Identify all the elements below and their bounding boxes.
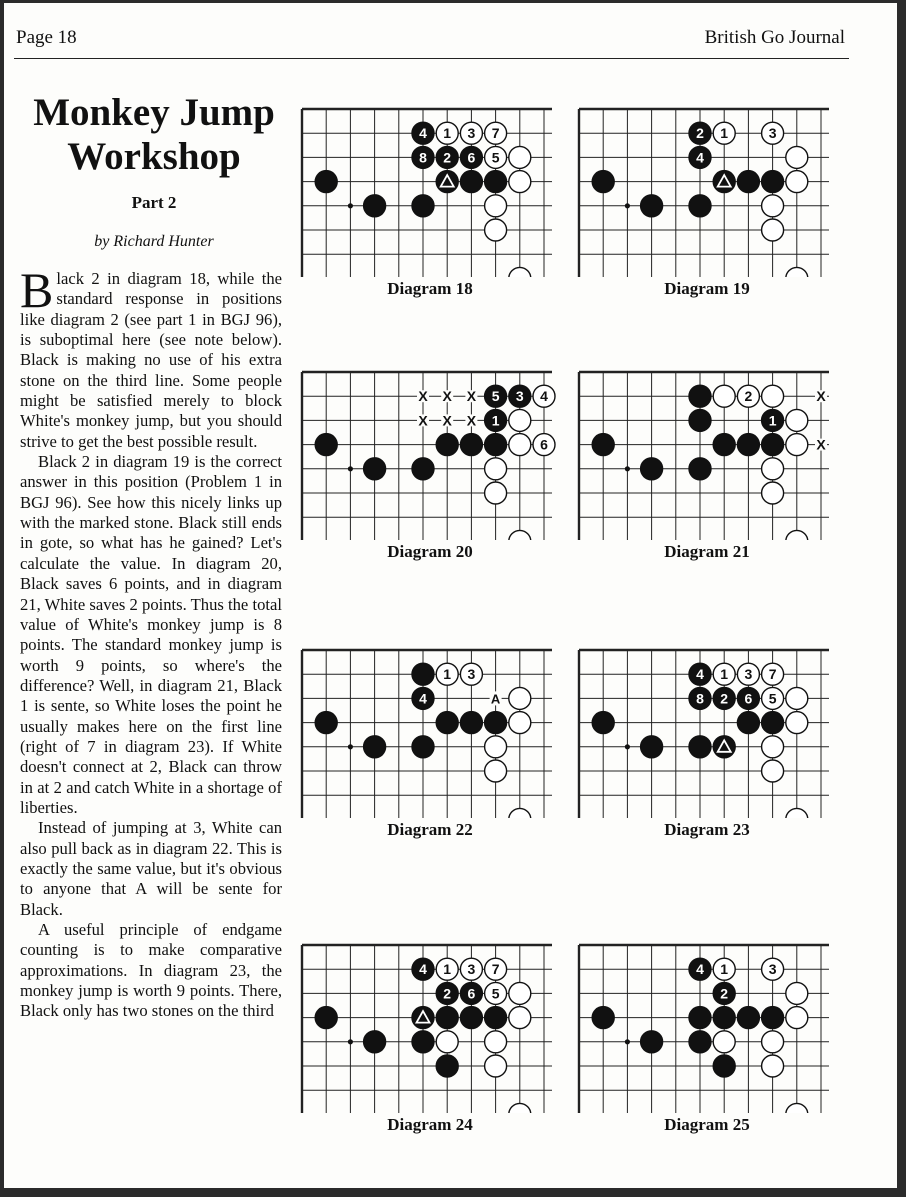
black-stone: [713, 1007, 735, 1029]
page-number: Page 18: [16, 27, 77, 48]
black-stone: [689, 458, 711, 480]
black-stone: [641, 195, 663, 217]
article-title: [16, 91, 292, 179]
go-board: [569, 362, 845, 540]
black-stone: [315, 712, 337, 734]
white-stone: [762, 760, 784, 782]
white-stone: [485, 1031, 507, 1053]
article-part: Part 2: [131, 193, 177, 212]
x-mark: X: [816, 388, 826, 405]
white-stone: [786, 982, 808, 1004]
black-stone: [364, 458, 386, 480]
white-stone: [509, 434, 531, 456]
x-mark: X: [466, 388, 477, 405]
white-stone: [786, 171, 808, 193]
white-stone: [786, 712, 808, 734]
black-stone: [460, 712, 482, 734]
move-number: 2: [696, 125, 704, 142]
paragraph-2: Black 2 in diagram 19 is the correct answer in this position (Problem 1 in BGJ 96). See how this nicely links up with the marked stone. Black still ends in gote, so what has he gained? Let's calculate the value. In diagram 20, Black saves 6 points, and in diagram 21, White saves 2 points. Thus the total value of White's monkey jump is 8 points. The standard monkey jump is worth 9 points, so where's the difference? Well, in diagram 21, Black 1 is sente, so White loses the point he usually makes here on the first line (right of 7 in diagram 23). If White doesn't connect at 2, Black can throw in at 2 and catch White in a shortage of liberties.: [20, 452, 282, 817]
black-stone: [641, 1031, 663, 1053]
black-stone: [762, 1007, 784, 1029]
star-point: [625, 1039, 630, 1044]
black-stone: [689, 1007, 711, 1029]
x-mark: X: [418, 412, 428, 429]
article-body: [20, 262, 282, 1022]
move-number: 2: [443, 985, 452, 1002]
black-stone: [315, 434, 337, 456]
black-stone: [412, 663, 434, 685]
white-stone: [485, 1055, 507, 1077]
move-number: 7: [491, 125, 500, 142]
black-stone: [592, 171, 614, 193]
white-stone: [509, 267, 531, 277]
white-stone: [762, 736, 784, 758]
move-number: 3: [467, 961, 476, 978]
white-stone: [485, 736, 507, 758]
white-stone: [786, 1103, 808, 1113]
go-board: [292, 99, 568, 277]
white-stone: [762, 482, 784, 504]
white-stone: [786, 434, 808, 456]
black-stone: [485, 434, 507, 456]
diagram-23: [569, 640, 845, 850]
x-mark: X: [418, 388, 428, 405]
white-stone: [786, 530, 808, 540]
black-stone: [460, 434, 482, 456]
white-stone: [786, 1007, 808, 1029]
move-number: 6: [467, 149, 476, 166]
move-number: 5: [491, 149, 500, 166]
move-number: 4: [696, 666, 704, 683]
diagram-21: [569, 362, 845, 572]
move-number: 2: [720, 690, 729, 707]
drop-cap: B: [20, 262, 54, 318]
move-number: 3: [515, 388, 524, 405]
move-number: 6: [467, 985, 476, 1002]
paragraph-4: A useful principle of endgame counting is to make comparative approximations. In diagram 23, the monkey jump is worth 9 points. There, Black only has two stones on the third: [20, 920, 282, 1021]
black-stone: [689, 736, 711, 758]
move-number: 7: [768, 666, 777, 683]
black-stone: [689, 409, 711, 431]
move-number: 4: [419, 961, 427, 978]
black-stone: [315, 1007, 337, 1029]
black-stone: [689, 385, 711, 407]
black-stone: [737, 1007, 759, 1029]
move-number: 1: [443, 125, 452, 142]
white-stone: [509, 687, 531, 709]
move-number: 1: [768, 412, 777, 429]
black-stone: [592, 712, 614, 734]
header-rule: [14, 58, 849, 59]
white-stone: [786, 146, 808, 168]
white-stone: [762, 1055, 784, 1077]
white-stone: [713, 385, 735, 407]
white-stone: [509, 1007, 531, 1029]
diagram-19: [569, 99, 845, 309]
diagram-19-caption: Diagram 19: [664, 279, 750, 298]
diagram-25: [569, 935, 845, 1145]
black-stone: [436, 434, 458, 456]
move-number: 5: [491, 985, 500, 1002]
white-stone: [762, 219, 784, 241]
black-stone: [460, 1007, 482, 1029]
move-number: 3: [467, 666, 476, 683]
white-stone: [485, 482, 507, 504]
white-stone: [509, 808, 531, 818]
move-number: 5: [768, 690, 777, 707]
white-stone: [509, 146, 531, 168]
diagram-20-caption: Diagram 20: [387, 542, 473, 561]
move-number: 1: [720, 125, 729, 142]
white-stone: [485, 458, 507, 480]
white-stone: [509, 409, 531, 431]
black-stone: [412, 1031, 434, 1053]
go-board: [292, 640, 568, 818]
move-number: 3: [467, 125, 476, 142]
black-stone: [485, 171, 507, 193]
black-stone: [436, 712, 458, 734]
move-number: 7: [491, 961, 500, 978]
black-stone: [713, 1055, 735, 1077]
diagram-25-caption: Diagram 25: [664, 1115, 750, 1134]
black-stone: [364, 195, 386, 217]
black-stone: [737, 434, 759, 456]
move-number: 1: [443, 666, 452, 683]
go-board: [292, 362, 568, 540]
white-stone: [436, 1031, 458, 1053]
diagram-18-caption: Diagram 18: [387, 279, 473, 298]
point-label: A: [490, 691, 501, 707]
white-stone: [786, 267, 808, 277]
diagram-22: [292, 640, 568, 850]
black-stone: [436, 1055, 458, 1077]
black-stone: [364, 736, 386, 758]
diagram-20: [292, 362, 568, 572]
x-mark: X: [442, 412, 452, 429]
star-point: [625, 466, 630, 471]
move-number: 2: [744, 388, 753, 405]
paragraph-1-text: lack 2 in diagram 18, while the standard response in positions like diagram 2 (see part 1 in BGJ 96), is suboptimal here (see note below). Black is making no use of his extra stone on the third line. Some people might be satisfied merely to block White's monkey jump, but you should strive to get the best possible result.: [20, 269, 282, 451]
black-stone: [485, 712, 507, 734]
black-stone: [592, 434, 614, 456]
go-board: [569, 99, 845, 277]
white-stone: [509, 171, 531, 193]
star-point: [348, 1039, 353, 1044]
black-stone: [592, 1007, 614, 1029]
move-number: 6: [540, 436, 548, 453]
move-number: 8: [419, 149, 427, 166]
star-point: [348, 203, 353, 208]
x-mark: X: [442, 388, 452, 405]
go-board: [292, 935, 568, 1113]
white-stone: [509, 712, 531, 734]
black-stone: [436, 1007, 458, 1029]
move-number: 2: [443, 149, 452, 166]
white-stone: [509, 530, 531, 540]
move-number: 1: [720, 961, 729, 978]
white-stone: [786, 687, 808, 709]
move-number: 2: [720, 985, 729, 1002]
article-byline: by Richard Hunter: [94, 233, 214, 250]
white-stone: [762, 385, 784, 407]
white-stone: [713, 1031, 735, 1053]
diagram-18: [292, 99, 568, 309]
star-point: [625, 203, 630, 208]
x-mark: X: [466, 412, 477, 429]
move-number: 3: [744, 666, 753, 683]
diagram-24-caption: Diagram 24: [387, 1115, 473, 1134]
black-stone: [762, 171, 784, 193]
move-number: 3: [768, 961, 777, 978]
move-number: 4: [419, 690, 427, 707]
black-stone: [689, 195, 711, 217]
journal-name: British Go Journal: [704, 27, 845, 48]
move-number: 5: [491, 388, 500, 405]
move-number: 4: [696, 149, 704, 166]
black-stone: [412, 195, 434, 217]
black-stone: [364, 1031, 386, 1053]
star-point: [348, 744, 353, 749]
black-stone: [762, 712, 784, 734]
white-stone: [485, 219, 507, 241]
black-stone: [689, 1031, 711, 1053]
black-stone: [737, 712, 759, 734]
star-point: [348, 466, 353, 471]
black-stone: [412, 736, 434, 758]
white-stone: [485, 195, 507, 217]
go-board: [569, 640, 845, 818]
move-number: 4: [696, 961, 704, 978]
paragraph-3: Instead of jumping at 3, White can also pull back as in diagram 22. This is exactly the same value, but it's obvious to anyone that A will be sente for Black.: [20, 818, 282, 919]
paragraph-1: [20, 262, 282, 452]
move-number: 8: [696, 690, 704, 707]
black-stone: [485, 1007, 507, 1029]
black-stone: [641, 458, 663, 480]
move-number: 1: [720, 666, 729, 683]
move-number: 1: [443, 961, 452, 978]
diagram-24: [292, 935, 568, 1145]
move-number: 6: [744, 690, 753, 707]
white-stone: [509, 982, 531, 1004]
white-stone: [762, 195, 784, 217]
black-stone: [713, 434, 735, 456]
white-stone: [762, 458, 784, 480]
x-mark: X: [816, 436, 826, 453]
move-number: 3: [768, 125, 777, 142]
black-stone: [762, 434, 784, 456]
white-stone: [786, 808, 808, 818]
black-stone: [737, 171, 759, 193]
diagram-21-caption: Diagram 21: [664, 542, 750, 561]
white-stone: [762, 1031, 784, 1053]
diagram-22-caption: Diagram 22: [387, 820, 473, 839]
star-point: [625, 744, 630, 749]
white-stone: [485, 760, 507, 782]
white-stone: [509, 1103, 531, 1113]
title-line-1: Monkey Jump: [33, 91, 275, 134]
white-stone: [786, 409, 808, 431]
move-number: 1: [491, 412, 500, 429]
black-stone: [641, 736, 663, 758]
move-number: 4: [540, 388, 548, 405]
go-board: [569, 935, 845, 1113]
diagram-23-caption: Diagram 23: [664, 820, 750, 839]
journal-page: [4, 3, 897, 1188]
move-number: 4: [419, 125, 427, 142]
black-stone: [460, 171, 482, 193]
black-stone: [315, 171, 337, 193]
black-stone: [412, 458, 434, 480]
title-line-2: Workshop: [67, 135, 241, 178]
